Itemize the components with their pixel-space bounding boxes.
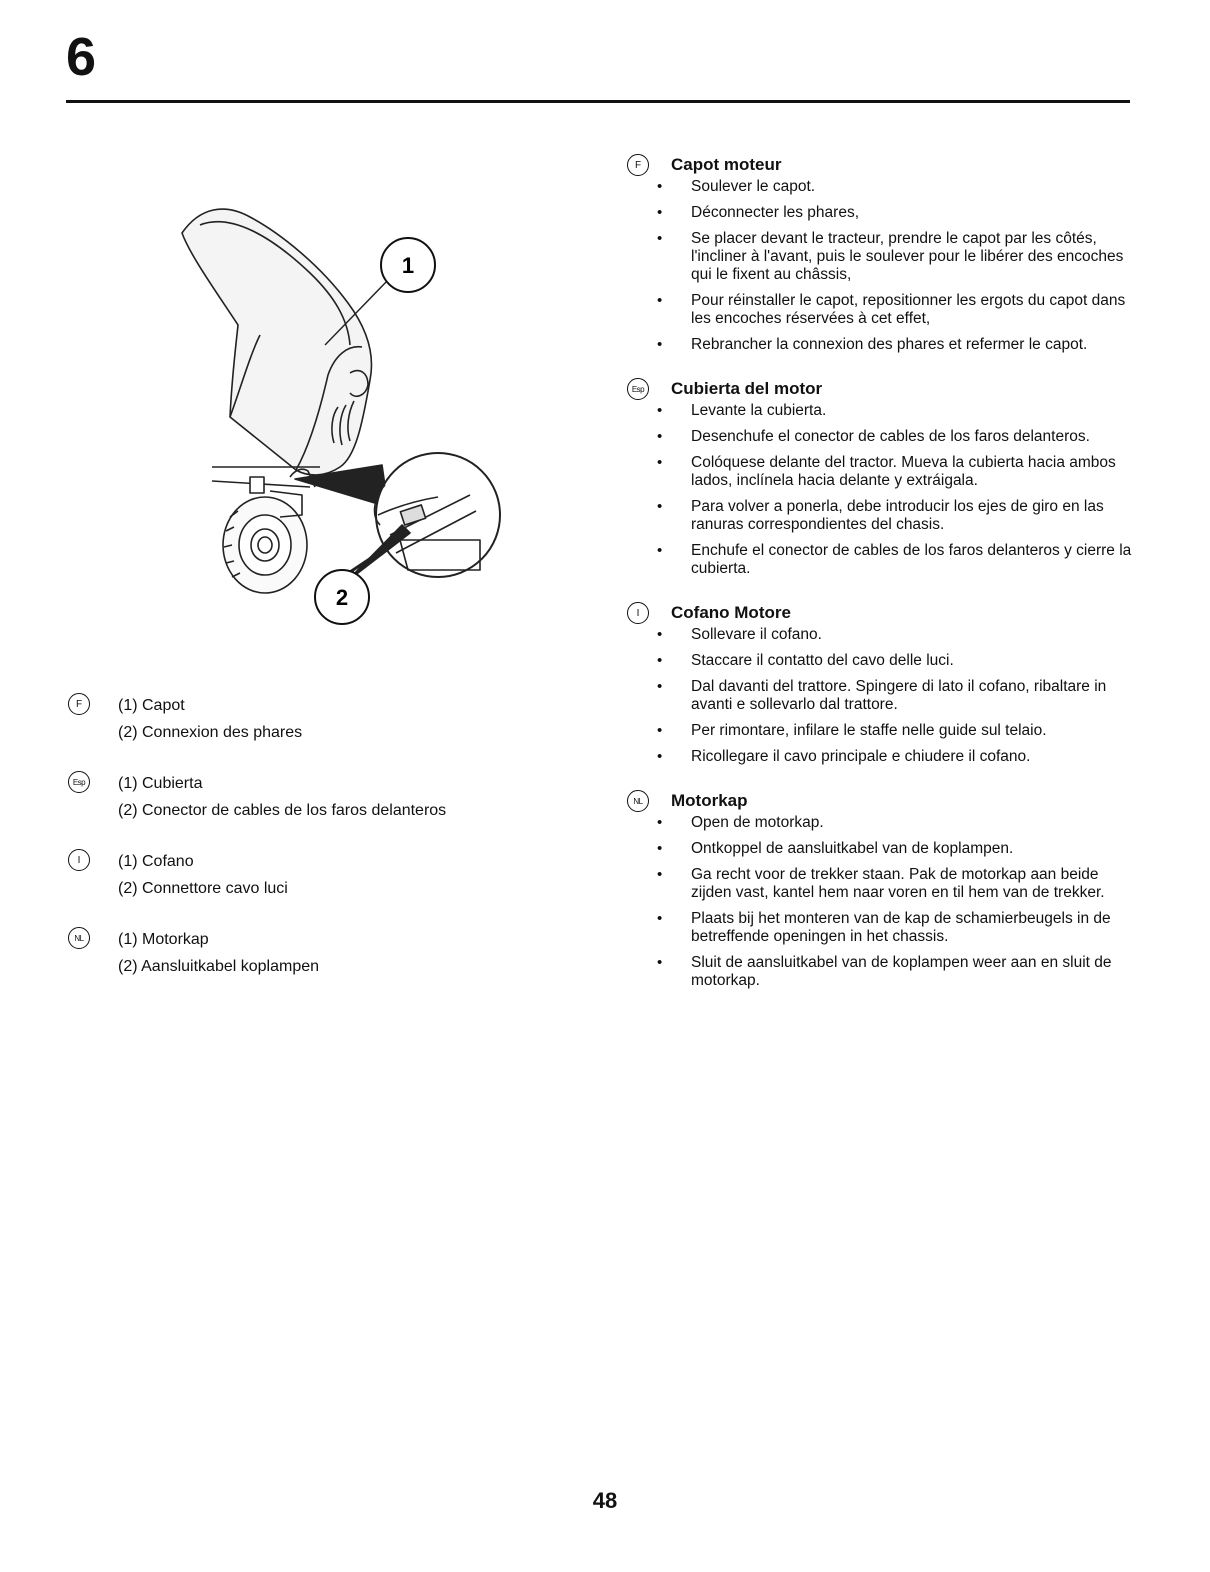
hood-illustration bbox=[170, 195, 510, 635]
bullet-item: • Sluit de aansluitkabel van de koplampen weer aan en sluit de motorkap. bbox=[627, 954, 1137, 990]
legend-fr bbox=[68, 692, 538, 746]
chapter-number: 6 bbox=[66, 27, 97, 87]
legend-nl bbox=[68, 926, 538, 980]
bullet-item: • Pour réinstaller le capot, repositionner les ergots du capot dans les encoches réservées à cet effet, bbox=[627, 292, 1137, 328]
section-title: Cubierta del motor bbox=[671, 379, 823, 398]
lang-badge-es: Esp bbox=[68, 771, 90, 793]
callout-2-label: 2 bbox=[335, 585, 349, 610]
bullet-item: • Staccare il contatto del cavo delle luci. bbox=[627, 652, 1137, 670]
bullet-item: • Plaats bij het monteren van de kap de schamierbeugels in de betreffende openingen in het chassis. bbox=[627, 910, 1137, 946]
bullet-item: • Para volver a ponerla, debe introducir los ejes de giro en las ranuras correspondientes del chasis. bbox=[627, 498, 1137, 534]
legend-item-1: (1) Cofano bbox=[118, 853, 194, 870]
bullet-list bbox=[627, 814, 1137, 990]
bullet-item: • Dal davanti del trattore. Spingere di lato il cofano, ribaltare in avanti e sollevarlo dal trattore. bbox=[627, 678, 1137, 714]
lang-badge-es: Esp bbox=[627, 378, 649, 400]
figure-legend bbox=[68, 692, 538, 1004]
callout-1-label: 1 bbox=[401, 253, 415, 278]
bullet-item: • Ricollegare il cavo principale e chiudere il cofano. bbox=[627, 748, 1137, 766]
legend-es bbox=[68, 770, 538, 824]
legend-item-1: (1) Motorkap bbox=[118, 931, 209, 948]
bullet-item: • Per rimontare, infilare le staffe nelle guide sul telaio. bbox=[627, 722, 1137, 740]
bullet-item: • Open de motorkap. bbox=[627, 814, 1137, 832]
legend-it bbox=[68, 848, 538, 902]
bullet-list bbox=[627, 626, 1137, 766]
section-es bbox=[627, 376, 1137, 578]
legend-item-1: (1) Capot bbox=[118, 697, 185, 714]
bullet-item: • Ga recht voor de trekker staan. Pak de motorkap aan beide zijden vast, kantel hem naar voren en til hem van de trekker. bbox=[627, 866, 1137, 902]
header-rule bbox=[66, 100, 1130, 103]
legend-item-1: (1) Cubierta bbox=[118, 775, 203, 792]
bullet-item: • Sollevare il cofano. bbox=[627, 626, 1137, 644]
instructions-column bbox=[627, 152, 1137, 1012]
bullet-item: • Se placer devant le tracteur, prendre le capot par les côtés, l'incliner à l'avant, puis le soulever pour le libérer des encoches qui le fixent au châssis, bbox=[627, 230, 1137, 284]
bullet-list bbox=[627, 178, 1137, 354]
bullet-item: • Colóquese delante del tractor. Mueva la cubierta hacia ambos lados, inclínela hacia delante y extráigala. bbox=[627, 454, 1137, 490]
bullet-item: • Ontkoppel de aansluitkabel van de koplampen. bbox=[627, 840, 1137, 858]
bullet-item: • Déconnecter les phares, bbox=[627, 204, 1137, 222]
section-nl bbox=[627, 788, 1137, 990]
section-title: Cofano Motore bbox=[671, 603, 791, 622]
lang-badge-it: I bbox=[68, 849, 90, 871]
legend-item-2: (2) Aansluitkabel koplampen bbox=[118, 958, 320, 975]
bullet-item: • Desenchufe el conector de cables de los faros delanteros. bbox=[627, 428, 1137, 446]
bullet-item: • Levante la cubierta. bbox=[627, 402, 1137, 420]
bullet-item: • Soulever le capot. bbox=[627, 178, 1137, 196]
section-fr bbox=[627, 152, 1137, 354]
legend-item-2: (2) Connexion des phares bbox=[118, 724, 303, 741]
bullet-item: • Rebrancher la connexion des phares et refermer le capot. bbox=[627, 336, 1137, 354]
lang-badge-it: I bbox=[627, 602, 649, 624]
legend-item-2: (2) Conector de cables de los faros delanteros bbox=[118, 802, 447, 819]
section-it bbox=[627, 600, 1137, 766]
lang-badge-fr: F bbox=[627, 154, 649, 176]
section-title: Capot moteur bbox=[671, 155, 782, 174]
page-number: 48 bbox=[592, 1488, 618, 1513]
lang-badge-nl: NL bbox=[627, 790, 649, 812]
bullet-item: • Enchufe el conector de cables de los faros delanteros y cierre la cubierta. bbox=[627, 542, 1137, 578]
section-title: Motorkap bbox=[671, 791, 748, 810]
legend-item-2: (2) Connettore cavo luci bbox=[118, 880, 288, 897]
bullet-list bbox=[627, 402, 1137, 578]
lang-badge-nl: NL bbox=[68, 927, 90, 949]
lang-badge-fr: F bbox=[68, 693, 90, 715]
